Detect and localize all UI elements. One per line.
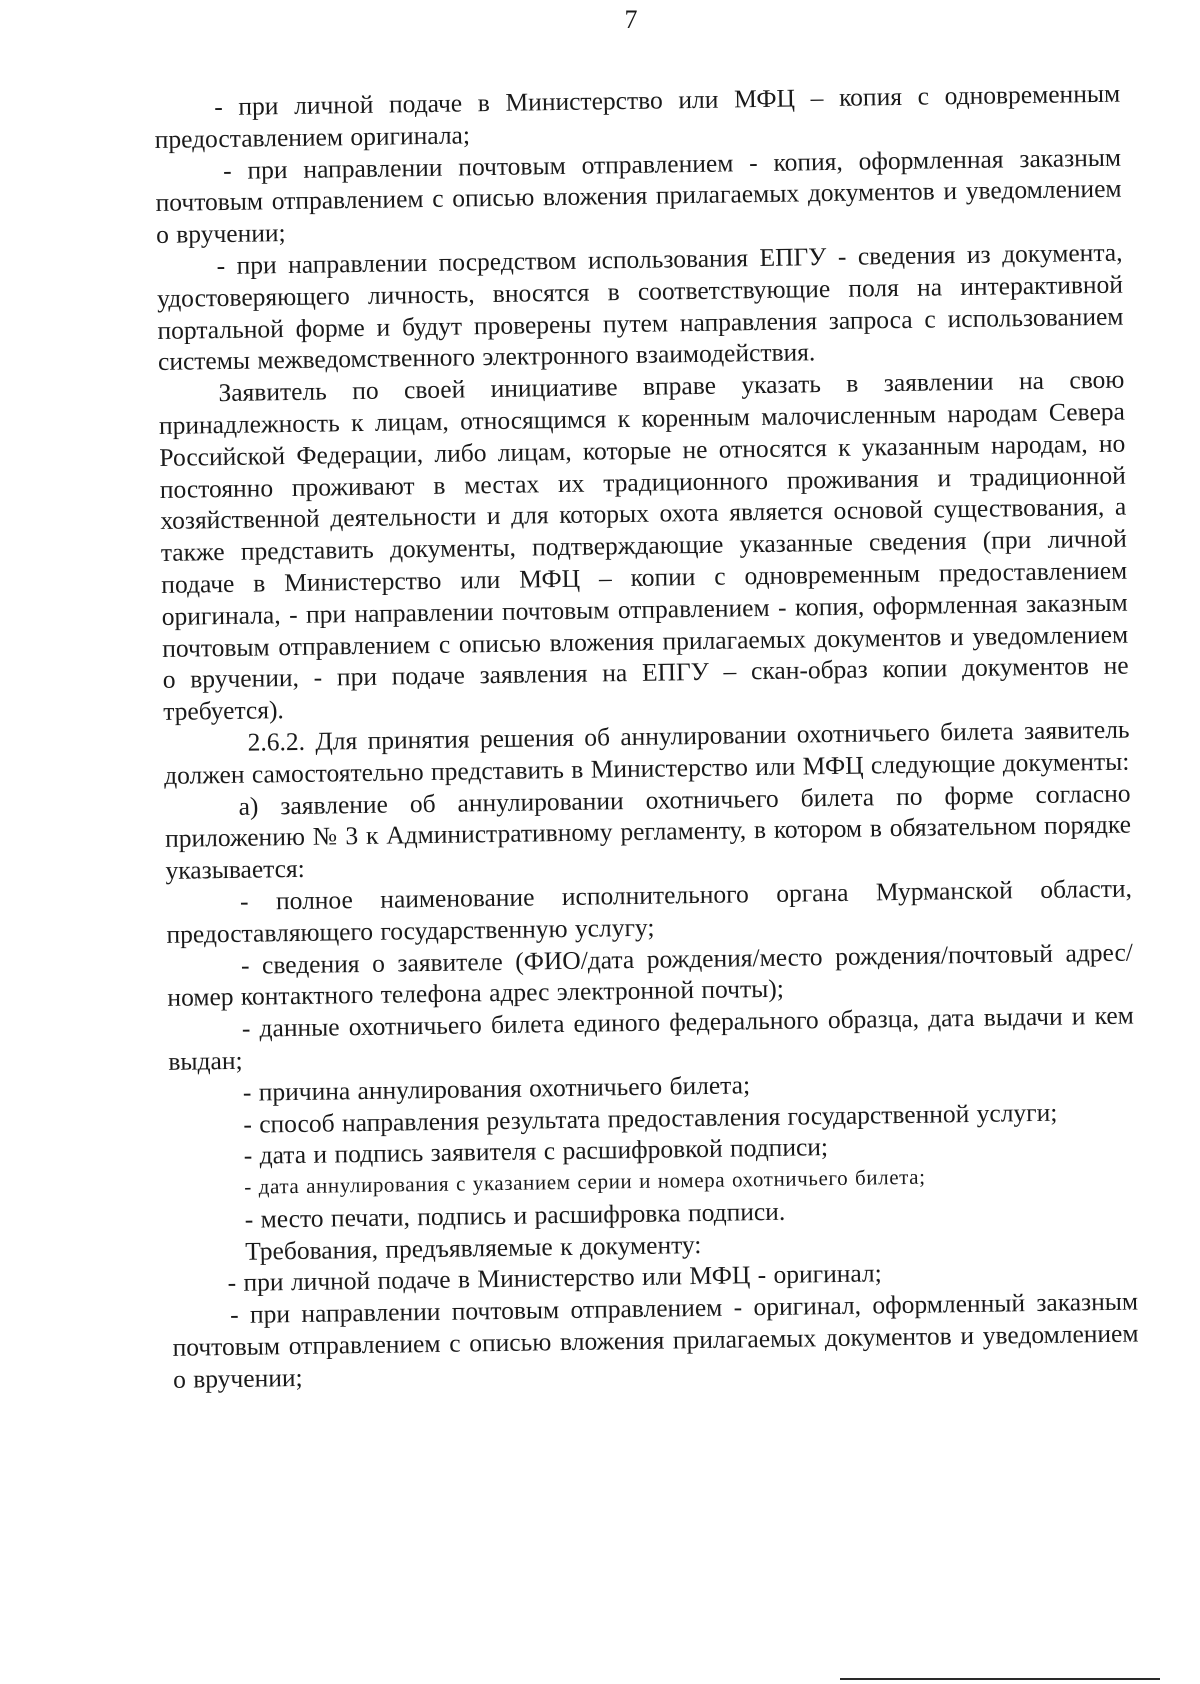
list-item-postal-submission-original: - при направлении почтовым отправлением - оригинал, оформленный заказным почтовым отправлением с описью вложения прилагаемых документов и уведомлением о вручении; <box>172 1286 1139 1394</box>
paragraph-postal-submission-copy: - при направлении почтовым отправлением - копия, оформленная заказным почтовым отправлением с описью вложения прилагаемых документов и уведомлением о вручении; <box>155 142 1122 250</box>
paragraph-item-a: а) заявление об аннулировании охотничьего билета по форме согласно приложению № 3 к Административному регламенту, в котором в обязательном порядке указывается: <box>164 778 1132 886</box>
paragraph-document-requirements: Требования, предъявляемые к документу: <box>244 1229 702 1266</box>
document-body <box>154 78 1139 1396</box>
paragraph-indigenous-peoples: Заявитель по своей инициативе вправе указать в заявлении на свою принадлежность к лицам, относящимся к коренным малочисленным народам Севера Российской Федерации, либо лицам, которые не относятся к указанным народам, но постоянно проживают в местах их традиционного проживания и традиционной хозяйственной деятельности и для которых охота является основой существования, а также представить документы, подтверждающие указанные сведения (при личной подаче в Министерство или МФЦ – копии с одновременным предоставлением оригинала, - при направлении почтовым отправлением - копия, оформленная заказным почтовым отправлением с описью вложения прилагаемых документов и уведомлением о вручении, - при подаче заявления на ЕПГУ – скан-образ копии документов не требуется). <box>158 364 1129 727</box>
list-item-license-data: - данные охотничьего билета единого федерального образца, дата выдачи и кем выдан; <box>168 1000 1135 1076</box>
page-number: 7 <box>624 5 638 34</box>
paragraph-personal-submission-copy: - при личной подаче в Министерство или МФЦ – копия с одновременным предоставлением оригинала; <box>154 78 1121 154</box>
paragraph-epgu-submission: - при направлении посредством использования ЕПГУ - сведения из документа, удостоверяющего личность, вносятся в соответствующие поля на интерактивной портальной форме и будут проверены путем направления запроса с использованием системы межведомственного электронного взаимодействия. <box>156 237 1124 377</box>
list-item-seal-signature: - место печати, подпись и расшифровка подписи. <box>244 1196 786 1234</box>
list-item-applicant-signature: - дата и подпись заявителя с расшифровкой подписи; <box>243 1132 829 1171</box>
list-item-cancellation-date: - дата аннулирования с указанием серии и номера охотничьего билета; <box>244 1164 926 1199</box>
page-bottom-rule <box>840 1678 1160 1680</box>
list-item-applicant-info: - сведения о заявителе (ФИО/дата рождения/место рождения/почтовый адрес/номер контактного телефона адрес электронной почты); <box>167 937 1134 1013</box>
list-item-personal-submission-original: - при личной подаче в Министерство или МФЦ - оригинал; <box>227 1258 882 1298</box>
list-item-result-delivery: - способ направления результата предоставления государственной услуги; <box>243 1097 1058 1139</box>
list-item-cancellation-reason: - причина аннулирования охотничьего билета; <box>242 1069 751 1107</box>
list-item-authority-name: - полное наименование исполнительного органа Мурманской области, предоставляющего государственную услугу; <box>166 873 1133 949</box>
paragraph-section-2-6-2: 2.6.2. Для принятия решения об аннулировании охотничьего билета заявитель должен самостоятельно представить в Министерство или МФЦ следующие документы: <box>163 714 1130 790</box>
